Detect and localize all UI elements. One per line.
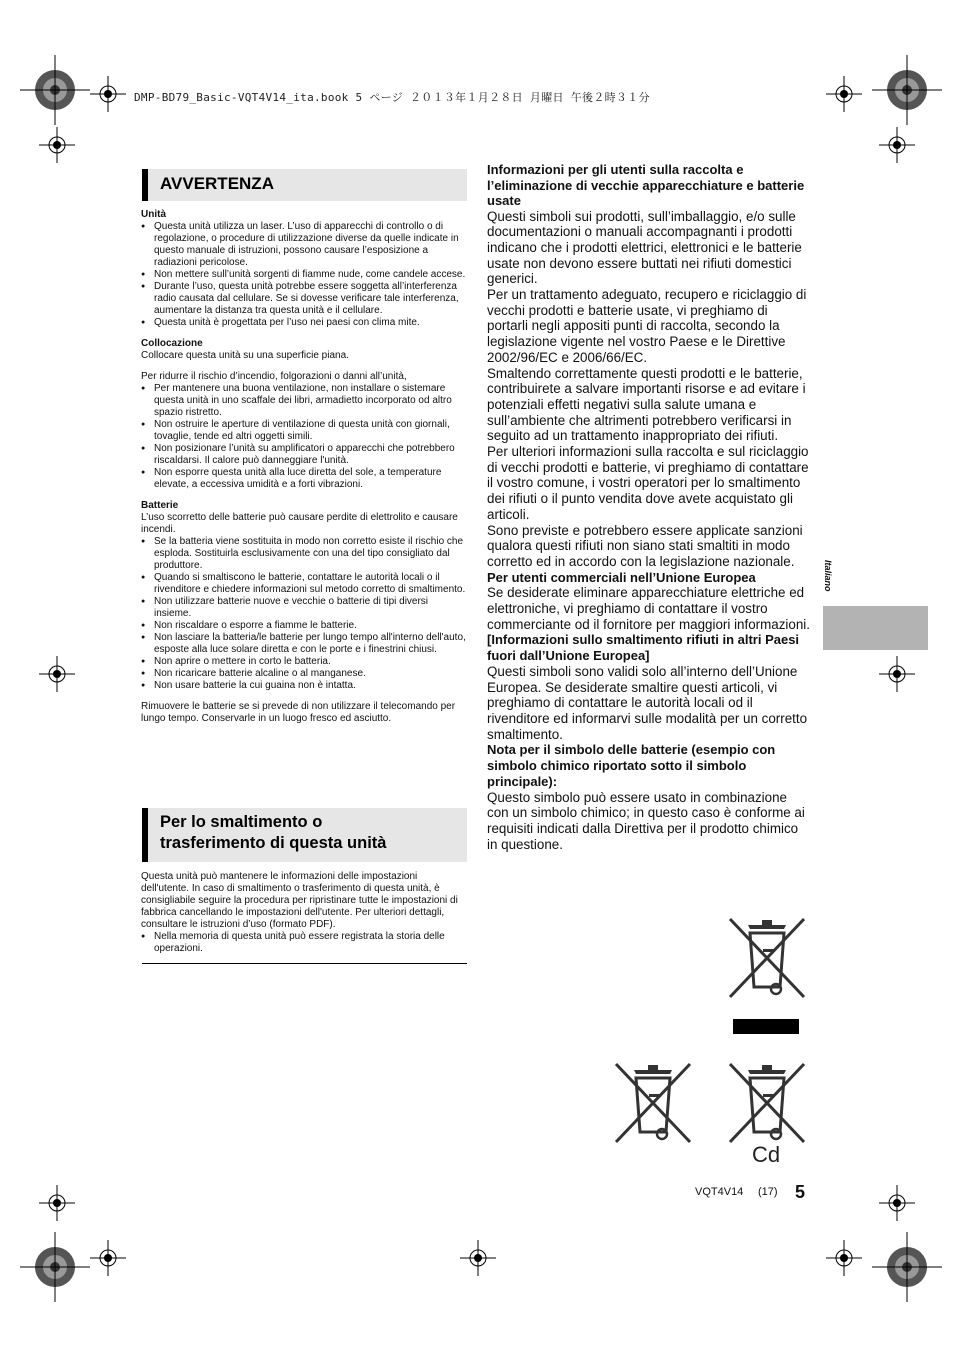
page-number: 5 [795, 1182, 806, 1202]
info-paragraph-3: Smaltendo correttamente questi prodotti e le batterie, contribuirete a salvare importanti risorse e ad evitare i potenziali effetti negativi sulla salute umana e sull’ambiente che altrimenti potrebbero verificarsi in seguito ad un trattamento inappropriato dei rifiuti. [487, 365, 806, 444]
registration-mark-top-right [872, 55, 942, 125]
info-paragraph-4: Per ulteriori informazioni sulla raccolta e sul riciclaggio di vecchi prodotti e batterie, vi preghiamo di contattare il vostro comune, i vostri operatori per lo smaltimento dei rifiuti o il punto vendita dove avete acquistato gli articoli. [487, 444, 809, 522]
batterie-list [141, 536, 467, 692]
smaltimento-heading-box [142, 808, 467, 862]
smaltimento-body [141, 871, 467, 955]
list-item: ● Se la batteria viene sostituita in modo non corretto esiste il rischio che esploda. Sostituirla esclusivamente con una del tipo consigliato dal produttore. [141, 536, 467, 572]
info-paragraph-1: Questi simboli sui prodotti, sull’imballaggio, e/o sulle documentazioni o manuali accompagnanti i prodotti indicano che i prodotti elettrici, elettronici e le batterie usate non devono essere buttati nei rifiuti domestici generici. [487, 208, 802, 287]
crosshair-mark-left-middle [39, 656, 75, 692]
list-item: ● Non utilizzare batterie nuove e vecchie o batterie di tipi diversi insieme. [141, 596, 467, 620]
batterie-storage-text: Rimuovere le batterie se si prevede di non utilizzare il telecomando per lungo tempo. Conservarle in un luogo fresco ed asciutto. [141, 701, 456, 724]
battery-note-heading: Nota per il simbolo delle batterie (esempio con simbolo chimico riportato sotto il simbolo principale): [487, 742, 776, 789]
smaltimento-title [148, 808, 467, 854]
smaltimento-list [141, 931, 467, 955]
registration-mark-top-left [20, 55, 90, 125]
unita-list [141, 221, 467, 329]
list-item: ● Quando si smaltiscono le batterie, contattare le autorità locali o il rivenditore e chiedere informazioni sul metodo corretto di smaltimento. [141, 572, 467, 596]
battery-note-paragraph: Questo simbolo può essere usato in combinazione con un simbolo chimico; in questo caso è conforme ai requisiti indicati dalla Direttiva per il prodotto chimico in questione. [487, 789, 805, 852]
info-paragraph-5: Sono previste e potrebbero essere applicate sanzioni qualora questi rifiuti non siano stati smaltiti in modo corretto ed in accordo con la legislazione nazionale. [487, 522, 803, 569]
batterie-heading: Batterie [141, 500, 179, 511]
list-item: ● Non posizionare l’unità su amplificatori o apparecchi che potrebbero riscaldarsi. Il calore può danneggiare l'unità. [141, 443, 467, 467]
list-item: ● Non ostruire le aperture di ventilazione di questa unità con giornali, tovaglie, tende ed altri oggetti simili. [141, 419, 467, 443]
info-heading: Informazioni per gli utenti sulla raccolta e l’eliminazione di vecchie apparecchiature e batterie usate [487, 162, 805, 208]
list-item: ● Non aprire o mettere in corto le batteria. [141, 656, 467, 668]
list-item: ● Non usare batterie la cui guaina non è intatta. [141, 680, 467, 692]
footer-page-ref: (17) [758, 1186, 778, 1198]
weee-info-section [487, 162, 810, 852]
book-header-line: DMP-BD79_Basic-VQT4V14_ita.book 5 ページ ２０１３年１月２８日 月曜日 午後２時３１分 [134, 91, 650, 104]
collocazione-list [141, 383, 467, 491]
list-item: ● Non lasciare la batteria/le batterie per lungo tempo all'interno dell'auto, esposte alla luce solare diretta e con le porte e i finestrini chiusi. [141, 632, 467, 656]
list-item: ● Non mettere sull’unità sorgenti di fiamme nude, come candele accese. [141, 269, 467, 281]
crosshair-mark-right-upper [879, 127, 915, 163]
crosshair-mark-bottom-center [460, 1240, 496, 1276]
cd-chemical-symbol: Cd [752, 1142, 781, 1167]
collocazione-heading: Collocazione [141, 338, 203, 349]
batterie-intro: L’uso scorretto delle batterie può causare perdite di elettrolito e causare incendi. [141, 512, 458, 535]
collocazione-intro: Per ridurre il rischio d’incendio, folgorazioni o danni all’unità, [141, 371, 407, 382]
list-item: ● Durante l’uso, questa unità potrebbe essere soggetta all’interferenza radio causata dal cellulare. Se si dovesse verificare tale interferenza, aumentare la distanza tra questa unità e il cellulare. [141, 281, 467, 317]
crosshair-mark-top-1 [90, 76, 126, 112]
list-item: ● Questa unità è progettata per l’uso nei paesi con clima mite. [141, 317, 467, 329]
list-item: ● Questa unità utilizza un laser. L’uso di apparecchi di controllo o di regolazione, o procedure di utilizzazione diverse da quelle indicate in questo manuale di istruzioni, possono causare l’esposizione a radiazioni pericolose. [141, 221, 467, 269]
smaltimento-title-line2: trasferimento di questa unità [160, 834, 387, 852]
avvertenza-title: AVVERTENZA [160, 174, 274, 193]
weee-crossed-bin-icon [726, 915, 808, 1006]
outside-eu-heading: [Informazioni sullo smaltimento rifiuti in altri Paesi fuori dall’Unione Europea] [487, 632, 800, 664]
outside-eu-paragraph: Questi simboli sono validi solo all’interno dell’Unione Europea. Se desiderate smaltire questi articoli, vi preghiamo di contattare le autorità locali od il rivenditore ed informarvi sulle modalità per un corretto smaltimento. [487, 663, 808, 742]
list-item: ● Per mantenere una buona ventilazione, non installare o sistemare questa unità in uno scaffale dei libri, armadietto incorporato od altro spazio ristretto. [141, 383, 467, 419]
side-tab-gray [823, 606, 928, 650]
crosshair-mark-left-upper [39, 127, 75, 163]
side-tab-language-label: Italiano [823, 560, 833, 592]
crosshair-mark-top-2 [826, 76, 862, 112]
left-column-end-rule [142, 963, 467, 964]
avvertenza-body [141, 209, 467, 725]
crosshair-mark-bottom-1 [90, 1240, 126, 1276]
commercial-paragraph: Se desiderate eliminare apparecchiature elettriche ed elettroniche, vi preghiamo di contattare il vostro commerciante od il fornitore per maggiori informazioni. [487, 585, 810, 632]
crosshair-mark-right-lower [879, 1185, 915, 1221]
weee-black-bar [733, 1019, 799, 1034]
collocazione-text: Collocare questa unità su una superficie piana. [141, 350, 349, 361]
avvertenza-heading-box [142, 169, 467, 201]
crosshair-mark-bottom-2 [826, 1240, 862, 1276]
list-item: ● Non riscaldare o esporre a fiamme le batterie. [141, 620, 467, 632]
smaltimento-text: Questa unità può mantenere le informazioni delle impostazioni dell'utente. In caso di smaltimento o trasferimento di questa unità, è consigliabile seguire la procedura per ripristinare tutte le impostazioni di fabbrica cancellando le impostazioni dell'utente. Per ulteriori dettagli, consultare le istruzioni d’uso (formato PDF). [141, 871, 458, 930]
footer-code: VQT4V14 [695, 1186, 744, 1198]
smaltimento-title-line1: Per lo smaltimento o [160, 813, 323, 831]
crosshair-mark-left-lower [39, 1185, 75, 1221]
list-item: ● Nella memoria di questa unità può essere registrata la storia delle operazioni. [141, 931, 467, 955]
info-paragraph-2: Per un trattamento adeguato, recupero e riciclaggio di vecchi prodotti e batterie usate, vi preghiamo di portarli negli appositi punti di raccolta, secondo la legislazione vigente nel vostro Paese e le Direttive 2002/96/EC e 2006/66/EC. [487, 287, 807, 365]
commercial-heading: Per utenti commerciali nell’Unione Europea [487, 569, 756, 585]
registration-mark-bottom-right [872, 1232, 942, 1302]
battery-crossed-bin-icon [612, 1060, 694, 1151]
list-item: ● Non esporre questa unità alla luce diretta del sole, a temperature elevate, a eccessiva umidità e a forti vibrazioni. [141, 467, 467, 491]
registration-mark-bottom-left [20, 1232, 90, 1302]
crosshair-mark-right-middle [879, 656, 915, 692]
list-item: ● Non ricaricare batterie alcaline o al manganese. [141, 668, 467, 680]
battery-cd-crossed-bin-icon [726, 1060, 808, 1151]
unita-heading: Unità [141, 209, 166, 220]
